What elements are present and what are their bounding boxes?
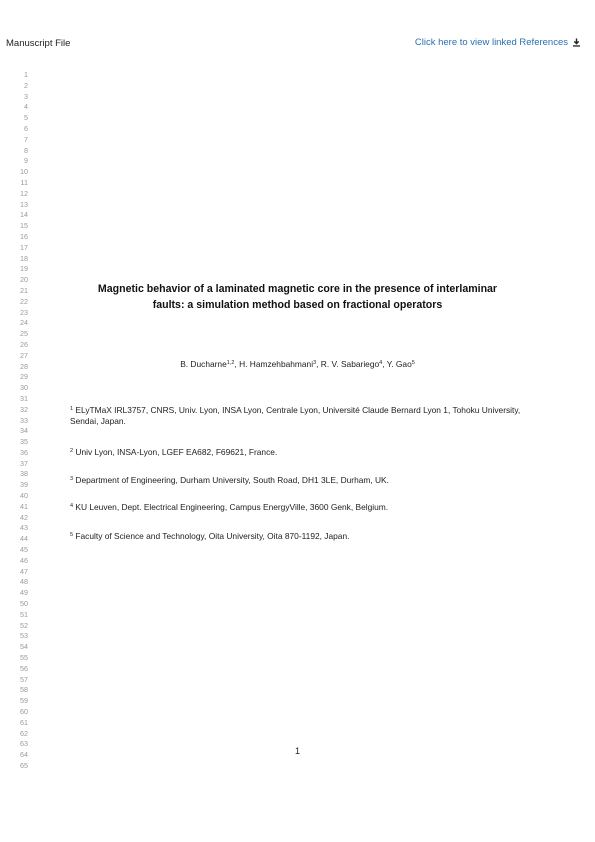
author-affiliation-marker: 3	[313, 360, 317, 366]
line-number: 25	[20, 329, 28, 339]
line-number: 34	[20, 426, 28, 436]
author-separator: ,	[234, 359, 240, 369]
line-number: 42	[20, 512, 28, 522]
author-name: Y. Gao	[386, 359, 412, 369]
line-number: 21	[20, 285, 28, 295]
line-number: 7	[24, 134, 28, 144]
line-number: 50	[20, 599, 28, 609]
affiliation-text: KU Leuven, Dept. Electrical Engineering, Campus EnergyVille, 3600 Genk, Belgium.	[73, 502, 389, 512]
author-separator: ,	[382, 359, 387, 369]
line-number: 53	[20, 631, 28, 641]
line-number: 33	[20, 415, 28, 425]
affiliation-2	[70, 447, 540, 458]
affiliation-1	[70, 405, 540, 427]
author-affiliation-marker: 4	[379, 360, 383, 366]
view-linked-references-link[interactable]	[415, 37, 581, 48]
line-number: 4	[24, 102, 28, 112]
line-number: 12	[20, 188, 28, 198]
affiliation-marker: 3	[70, 476, 74, 482]
line-number: 65	[20, 761, 28, 770]
affiliation-text: Department of Engineering, Durham University, South Road, DH1 3LE, Durham, UK.	[73, 475, 389, 485]
affiliation-marker: 4	[70, 503, 74, 509]
author-name: B. Ducharne	[180, 359, 227, 369]
line-number: 29	[20, 372, 28, 382]
affiliation-5	[70, 531, 540, 542]
line-number: 60	[20, 707, 28, 717]
affiliation-marker: 5	[70, 532, 74, 538]
affiliation-text: Faculty of Science and Technology, Oita University, Oita 870-1192, Japan.	[73, 531, 350, 541]
author-list	[40, 359, 555, 369]
line-number: 45	[20, 545, 28, 555]
affiliation-marker: 2	[70, 448, 74, 454]
line-number: 51	[20, 609, 28, 619]
line-number: 3	[24, 91, 28, 101]
affiliation-marker: 1	[70, 406, 74, 412]
line-number: 40	[20, 491, 28, 501]
line-number: 54	[20, 642, 28, 652]
line-number: 43	[20, 523, 28, 533]
line-number: 49	[20, 588, 28, 598]
line-number: 31	[20, 393, 28, 403]
line-number: 32	[20, 404, 28, 414]
line-number: 1	[24, 70, 28, 79]
line-number: 5	[24, 113, 28, 123]
line-number: 52	[20, 620, 28, 630]
line-number: 11	[20, 177, 28, 187]
line-number: 28	[20, 361, 28, 371]
line-number: 6	[24, 123, 28, 133]
line-number: 14	[20, 210, 28, 220]
line-number: 30	[20, 383, 28, 393]
line-number: 23	[20, 307, 28, 317]
paper-title-line-2: faults: a simulation method based on fractional operators	[152, 298, 443, 311]
line-number: 19	[20, 264, 28, 274]
line-number: 63	[20, 739, 28, 749]
line-number: 20	[20, 275, 28, 285]
affiliation-4	[70, 502, 540, 513]
line-number: 39	[20, 480, 28, 490]
line-number: 59	[20, 696, 28, 706]
line-number: 37	[20, 458, 28, 468]
download-icon	[572, 38, 581, 47]
author-name: H. Hamzehbahmani	[239, 359, 314, 369]
line-number: 36	[20, 447, 28, 457]
author-separator: ,	[316, 359, 321, 369]
affiliation-text: Univ Lyon, INSA-Lyon, LGEF EA682, F69621, France.	[73, 447, 278, 457]
line-number: 22	[20, 296, 28, 306]
line-number: 15	[20, 221, 28, 231]
line-number: 10	[20, 167, 28, 177]
paper-title-line-1: Magnetic behavior of a laminated magnetic core in the presence of interlaminar	[97, 283, 498, 295]
line-number: 27	[20, 350, 28, 360]
line-number: 17	[20, 242, 28, 252]
line-number: 57	[20, 674, 28, 684]
author-affiliation-marker: 5	[411, 360, 415, 366]
line-number: 9	[24, 156, 28, 166]
line-number: 44	[20, 534, 28, 544]
author-affiliation-marker: 1,2	[226, 360, 235, 366]
line-number: 47	[20, 566, 28, 576]
line-number: 16	[20, 231, 28, 241]
page-number: 1	[294, 746, 300, 756]
line-number: 38	[20, 469, 28, 479]
line-number: 56	[20, 663, 28, 673]
manuscript-file-label: Manuscript File	[6, 38, 71, 49]
paper-title	[40, 282, 555, 313]
line-number: 46	[20, 555, 28, 565]
line-number: 24	[20, 318, 28, 328]
line-number: 35	[20, 437, 28, 447]
line-number: 62	[20, 728, 28, 738]
line-number: 61	[20, 717, 28, 727]
line-number: 2	[24, 80, 28, 90]
line-number: 64	[20, 750, 28, 760]
line-number: 58	[20, 685, 28, 695]
view-linked-references-label: Click here to view linked References	[414, 37, 568, 48]
author-name: R. V. Sabariego	[320, 359, 380, 369]
affiliation-text: ELyTMaX IRL3757, CNRS, Univ. Lyon, INSA Lyon, Centrale Lyon, Université Claude Bernard Lyon 1, Tohoku University, Sendai, Japan.	[70, 405, 521, 426]
line-number: 8	[24, 145, 28, 155]
line-number: 18	[20, 253, 28, 263]
line-number: 55	[20, 653, 28, 663]
affiliation-3	[70, 475, 540, 486]
line-numbers	[0, 70, 28, 772]
line-number: 48	[20, 577, 28, 587]
line-number: 13	[20, 199, 28, 209]
line-number: 26	[20, 339, 28, 349]
line-number: 41	[20, 501, 28, 511]
